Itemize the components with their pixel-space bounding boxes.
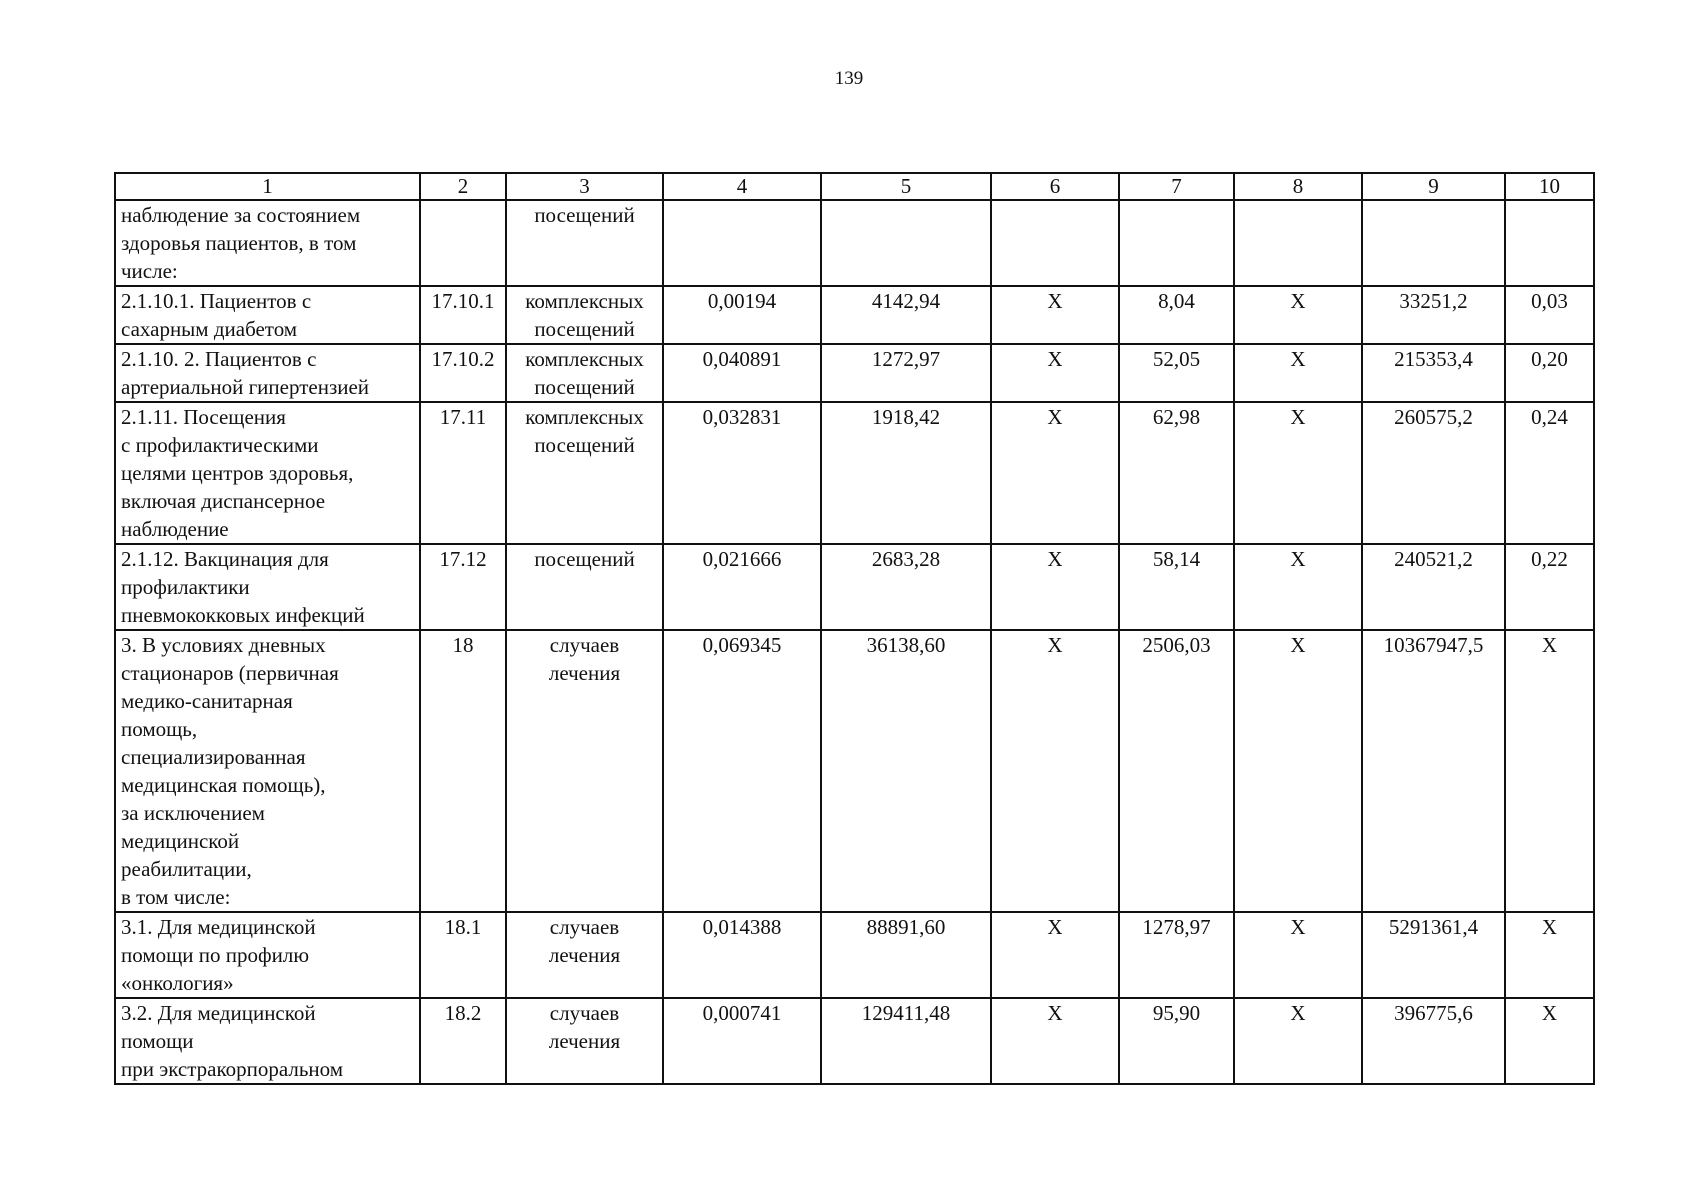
column-header: 5 — [821, 173, 991, 200]
row-value-cell: 0,032831 — [663, 402, 821, 544]
row-value-cell: Х — [991, 286, 1119, 344]
row-value-cell: 36138,60 — [821, 630, 991, 912]
row-value-cell: 396775,6 — [1362, 998, 1505, 1084]
table-row — [115, 344, 1594, 402]
row-value-cell: 215353,4 — [1362, 344, 1505, 402]
row-value-cell — [1362, 200, 1505, 286]
row-value-cell: 240521,2 — [1362, 544, 1505, 630]
row-value-cell: Х — [1234, 286, 1362, 344]
row-value-cell — [1119, 200, 1234, 286]
row-code-cell — [420, 200, 506, 286]
row-value-cell: Х — [991, 630, 1119, 912]
row-value-cell: 33251,2 — [1362, 286, 1505, 344]
row-value-cell: Х — [1234, 402, 1362, 544]
row-unit-cell: комплексных посещений — [506, 344, 663, 402]
row-value-cell: 95,90 — [1119, 998, 1234, 1084]
row-value-cell: 5291361,4 — [1362, 912, 1505, 998]
row-code-cell: 18 — [420, 630, 506, 912]
row-name-cell: 3. В условиях дневных стационаров (первичная медико-санитарная помощь, специализированная медицинская помощь), за исключением медицинской реабилитации, в том числе: — [115, 630, 420, 912]
row-value-cell: Х — [1505, 630, 1594, 912]
row-name-cell: 2.1.10. 2. Пациентов с артериальной гипертензией — [115, 344, 420, 402]
row-name-cell: 2.1.10.1. Пациентов с сахарным диабетом — [115, 286, 420, 344]
row-value-cell: Х — [1234, 344, 1362, 402]
column-header: 1 — [115, 173, 420, 200]
row-value-cell: Х — [1234, 998, 1362, 1084]
row-value-cell: Х — [1234, 912, 1362, 998]
row-unit-cell: комплексных посещений — [506, 286, 663, 344]
row-value-cell: Х — [1234, 630, 1362, 912]
row-value-cell: 1278,97 — [1119, 912, 1234, 998]
row-value-cell — [663, 200, 821, 286]
column-header: 3 — [506, 173, 663, 200]
row-value-cell: 0,00194 — [663, 286, 821, 344]
table-row — [115, 544, 1594, 630]
row-value-cell: Х — [991, 402, 1119, 544]
header-row — [115, 173, 1594, 200]
row-value-cell: 0,000741 — [663, 998, 821, 1084]
table-row — [115, 200, 1594, 286]
row-value-cell: 0,014388 — [663, 912, 821, 998]
row-unit-cell: посещений — [506, 200, 663, 286]
column-header: 10 — [1505, 173, 1594, 200]
row-value-cell — [1505, 200, 1594, 286]
row-value-cell: 0,24 — [1505, 402, 1594, 544]
row-value-cell: 0,03 — [1505, 286, 1594, 344]
column-header: 9 — [1362, 173, 1505, 200]
row-value-cell: 8,04 — [1119, 286, 1234, 344]
row-name-cell: 3.2. Для медицинской помощи при экстракорпоральном — [115, 998, 420, 1084]
row-code-cell: 17.10.1 — [420, 286, 506, 344]
row-value-cell: 1918,42 — [821, 402, 991, 544]
column-header: 6 — [991, 173, 1119, 200]
row-value-cell: 58,14 — [1119, 544, 1234, 630]
row-code-cell: 18.1 — [420, 912, 506, 998]
data-table — [114, 172, 1595, 1085]
row-value-cell: 260575,2 — [1362, 402, 1505, 544]
row-value-cell: 2506,03 — [1119, 630, 1234, 912]
column-header: 7 — [1119, 173, 1234, 200]
row-value-cell: 52,05 — [1119, 344, 1234, 402]
column-header: 4 — [663, 173, 821, 200]
row-value-cell: 0,069345 — [663, 630, 821, 912]
row-name-cell: наблюдение за состоянием здоровья пациентов, в том числе: — [115, 200, 420, 286]
row-value-cell — [991, 200, 1119, 286]
row-value-cell: 0,22 — [1505, 544, 1594, 630]
row-value-cell: Х — [1505, 998, 1594, 1084]
row-code-cell: 17.10.2 — [420, 344, 506, 402]
row-unit-cell: случаев лечения — [506, 630, 663, 912]
row-unit-cell: случаев лечения — [506, 998, 663, 1084]
row-name-cell: 2.1.12. Вакцинация для профилактики пневмококковых инфекций — [115, 544, 420, 630]
table-row — [115, 286, 1594, 344]
row-code-cell: 18.2 — [420, 998, 506, 1084]
row-code-cell: 17.12 — [420, 544, 506, 630]
row-value-cell: 2683,28 — [821, 544, 991, 630]
row-code-cell: 17.11 — [420, 402, 506, 544]
table-row — [115, 402, 1594, 544]
row-name-cell: 3.1. Для медицинской помощи по профилю «онкология» — [115, 912, 420, 998]
row-value-cell: 4142,94 — [821, 286, 991, 344]
row-value-cell: 1272,97 — [821, 344, 991, 402]
row-unit-cell: случаев лечения — [506, 912, 663, 998]
row-value-cell — [821, 200, 991, 286]
row-value-cell: Х — [1505, 912, 1594, 998]
row-unit-cell: комплексных посещений — [506, 402, 663, 544]
row-value-cell: Х — [991, 912, 1119, 998]
row-value-cell: 62,98 — [1119, 402, 1234, 544]
row-value-cell: 0,20 — [1505, 344, 1594, 402]
table-row — [115, 630, 1594, 912]
row-value-cell: Х — [991, 998, 1119, 1084]
row-value-cell — [1234, 200, 1362, 286]
row-value-cell: Х — [991, 544, 1119, 630]
row-value-cell: 0,040891 — [663, 344, 821, 402]
table-row — [115, 998, 1594, 1084]
row-value-cell: 0,021666 — [663, 544, 821, 630]
row-name-cell: 2.1.11. Посещения с профилактическими целями центров здоровья, включая диспансерное наблюдение — [115, 402, 420, 544]
row-value-cell: 129411,48 — [821, 998, 991, 1084]
row-value-cell: Х — [991, 344, 1119, 402]
table-row — [115, 912, 1594, 998]
page-number: 139 — [834, 68, 864, 89]
row-value-cell: Х — [1234, 544, 1362, 630]
column-header: 8 — [1234, 173, 1362, 200]
column-header: 2 — [420, 173, 506, 200]
row-value-cell: 10367947,5 — [1362, 630, 1505, 912]
row-unit-cell: посещений — [506, 544, 663, 630]
row-value-cell: 88891,60 — [821, 912, 991, 998]
